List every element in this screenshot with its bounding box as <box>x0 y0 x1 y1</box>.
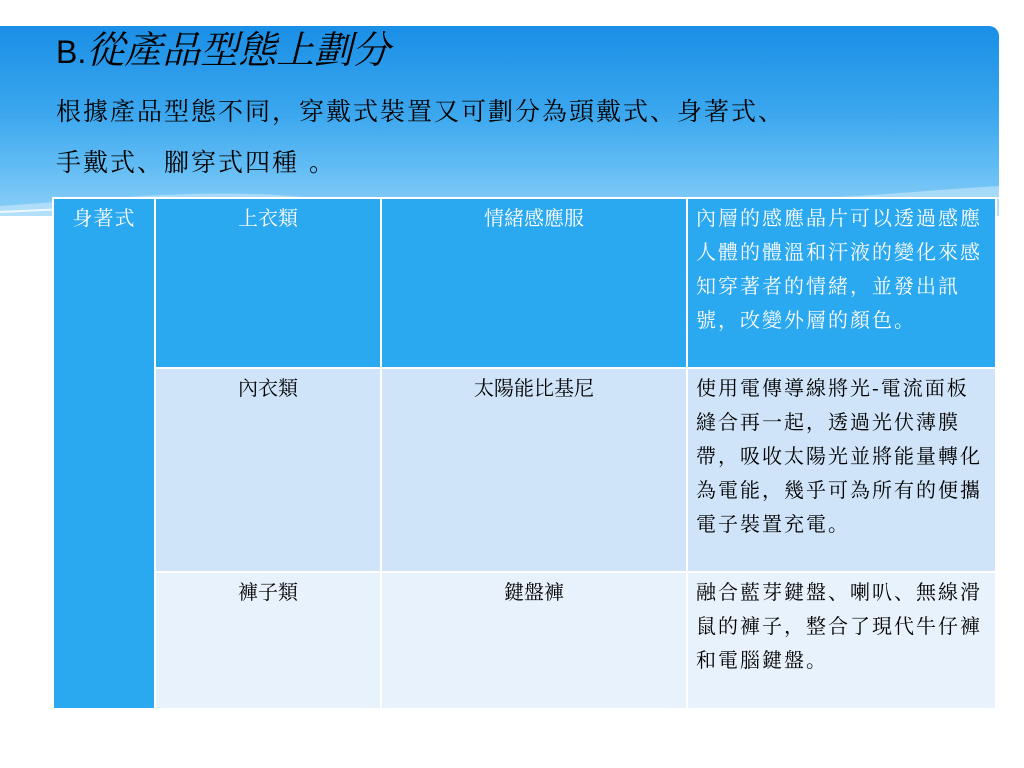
description-cell: 內層的感應晶片可以透過感應人體的體溫和汗液的變化來感知穿著者的情緒，並發出訊號，改變外層的顏色。 <box>687 198 996 368</box>
table-row <box>53 572 996 709</box>
intro-paragraph <box>56 86 986 188</box>
slide-title <box>56 30 390 72</box>
table-row <box>53 198 996 368</box>
title-prefix: B. <box>56 34 87 70</box>
description-cell: 融合藍芽鍵盤、喇叭、無線滑鼠的褲子，整合了現代牛仔褲和電腦鍵盤。 <box>687 572 996 709</box>
product-cell: 鍵盤褲 <box>381 572 687 709</box>
type-cell: 上衣類 <box>155 198 381 368</box>
product-cell: 太陽能比基尼 <box>381 368 687 572</box>
category-cell: 身著式 <box>53 198 155 709</box>
wearable-table <box>52 197 997 710</box>
intro-line-1: 根據產品型態不同，穿戴式裝置又可劃分為頭戴式、身著式、 <box>56 97 786 126</box>
type-cell: 內衣類 <box>155 368 381 572</box>
product-cell: 情緒感應服 <box>381 198 687 368</box>
description-cell: 使用電傳導線將光-電流面板縫合再一起，透過光伏薄膜帶，吸收太陽光並將能量轉化為電能，幾乎可為所有的便攜電子裝置充電。 <box>687 368 996 572</box>
title-text: 從產品型態上劃分 <box>86 28 391 72</box>
table-row <box>53 368 996 572</box>
intro-line-2: 手戴式、腳穿式四種 。 <box>56 148 336 177</box>
type-cell: 褲子類 <box>155 572 381 709</box>
